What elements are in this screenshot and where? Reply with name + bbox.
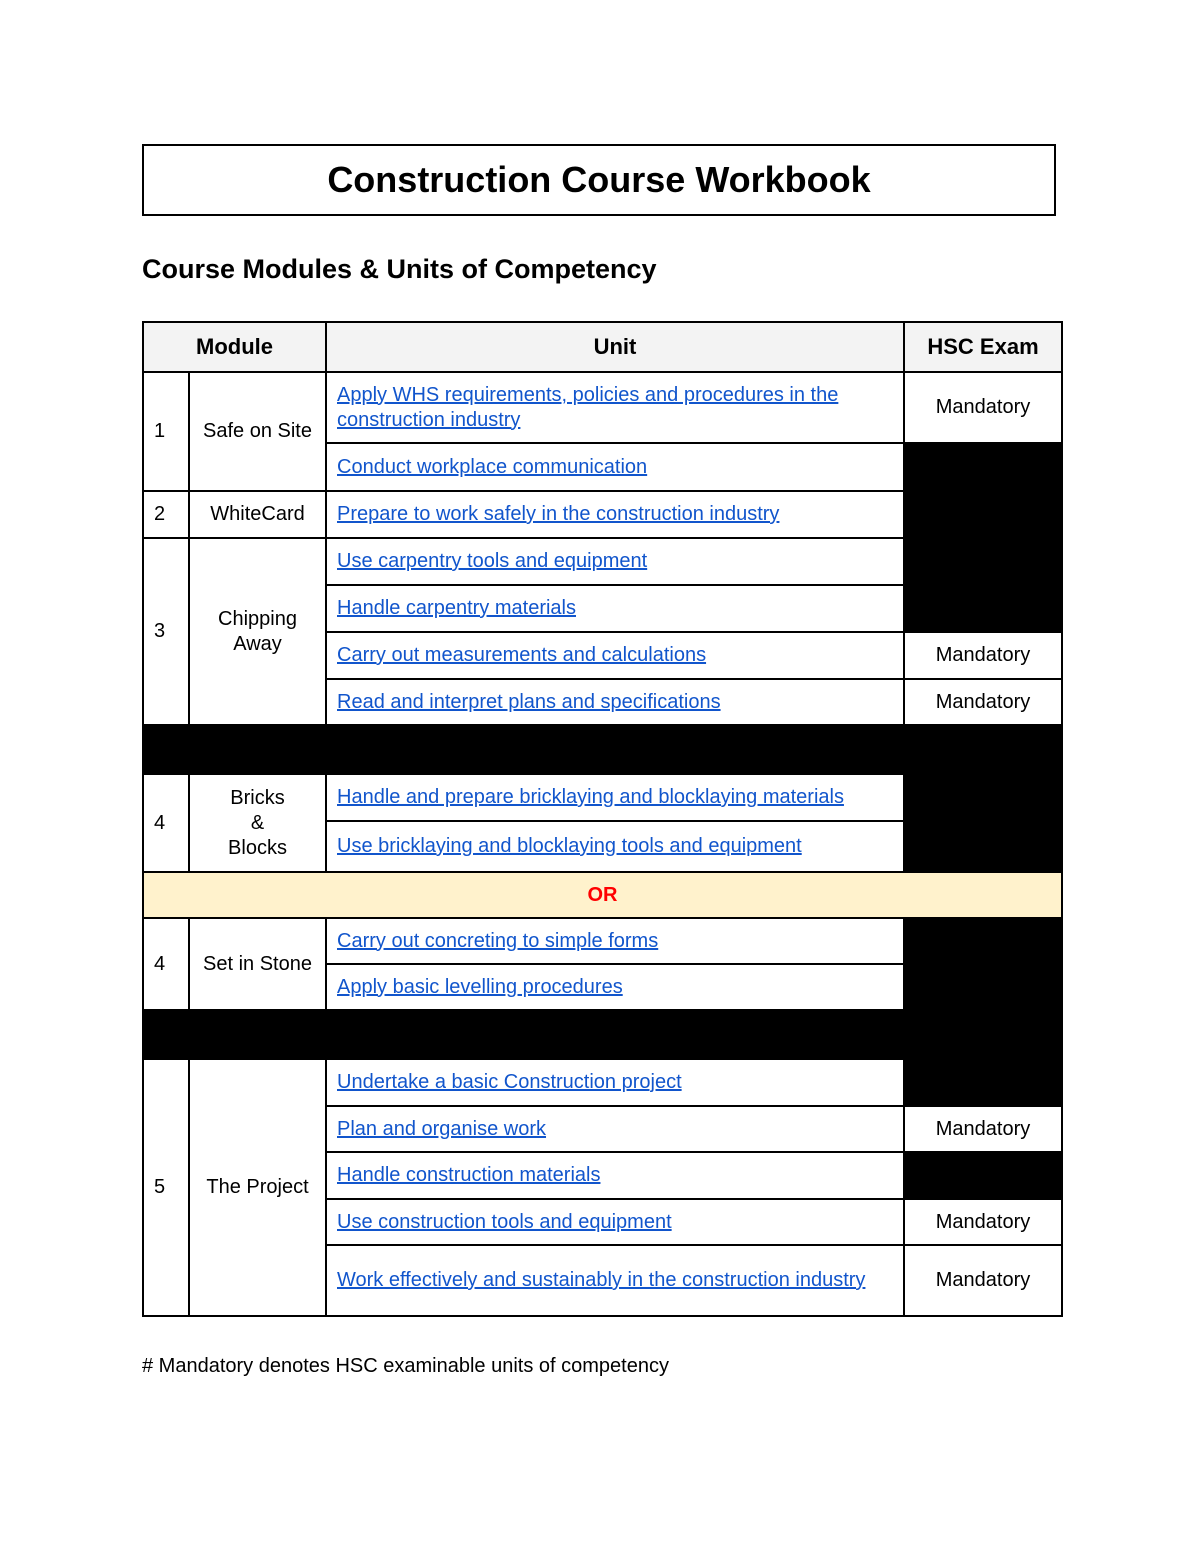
table-row <box>143 491 1062 538</box>
unit-cell <box>326 491 904 538</box>
unit-link[interactable]: Use construction tools and equipment <box>337 1210 672 1233</box>
units-table <box>142 321 1063 1317</box>
exam-status-blank <box>904 1152 1062 1199</box>
module-name: Safe on Site <box>189 372 326 491</box>
unit-cell <box>326 585 904 632</box>
unit-cell <box>326 1199 904 1245</box>
unit-link[interactable]: Handle carpentry materials <box>337 597 576 619</box>
or-row <box>143 872 1062 918</box>
unit-cell <box>326 632 904 679</box>
unit-cell <box>326 1245 904 1316</box>
exam-status-blank <box>904 491 1062 538</box>
header-unit: Unit <box>326 322 904 372</box>
module-number: 4 <box>143 774 189 872</box>
header-module: Module <box>143 322 326 372</box>
unit-cell <box>326 679 904 725</box>
module-number: 2 <box>143 491 189 538</box>
unit-link[interactable]: Undertake a basic Construction project <box>337 1071 682 1093</box>
exam-status: Mandatory <box>904 679 1062 725</box>
module-number: 3 <box>143 538 189 725</box>
unit-link[interactable]: Apply WHS requirements, policies and procedures in the construction industry <box>337 383 839 431</box>
unit-link[interactable]: Read and interpret plans and specifications <box>337 690 721 713</box>
unit-link[interactable]: Work effectively and sustainably in the construction industry <box>337 1269 866 1291</box>
separator-row <box>143 725 1062 774</box>
unit-link[interactable]: Handle construction materials <box>337 1164 601 1186</box>
unit-cell <box>326 443 904 491</box>
footnote: # Mandatory denotes HSC examinable units of competency <box>142 1355 669 1377</box>
unit-link[interactable]: Handle and prepare bricklaying and blocklaying materials <box>337 786 844 808</box>
table-row <box>143 538 1062 585</box>
unit-cell <box>326 964 904 1010</box>
exam-status: Mandatory <box>904 372 1062 443</box>
exam-status-blank <box>904 538 1062 585</box>
page-title: Construction Course Workbook <box>142 144 1056 216</box>
unit-link[interactable]: Carry out measurements and calculations <box>337 644 707 666</box>
separator-cell <box>143 1010 1062 1059</box>
unit-link[interactable]: Prepare to work safely in the construction industry <box>337 503 780 525</box>
table-header-row <box>143 322 1062 372</box>
exam-status-blank <box>904 443 1062 491</box>
unit-link[interactable]: Conduct workplace communication <box>337 455 648 478</box>
unit-link[interactable]: Use bricklaying and blocklaying tools and equipment <box>337 835 802 857</box>
exam-status-blank <box>904 918 1062 1010</box>
module-name: Set in Stone <box>189 918 326 1010</box>
module-name: Chipping Away <box>189 538 326 725</box>
section-heading: Course Modules & Units of Competency <box>142 254 657 284</box>
unit-cell <box>326 1106 904 1152</box>
table-row <box>143 918 1062 964</box>
unit-cell <box>326 918 904 964</box>
unit-cell <box>326 774 904 821</box>
exam-status: Mandatory <box>904 1106 1062 1152</box>
header-hsc-exam: HSC Exam <box>904 322 1062 372</box>
unit-cell <box>326 372 904 443</box>
separator-row <box>143 1010 1062 1059</box>
separator-cell <box>143 725 1062 774</box>
unit-link[interactable]: Use carpentry tools and equipment <box>337 550 648 572</box>
exam-status: Mandatory <box>904 632 1062 679</box>
module-name: Bricks & Blocks <box>189 774 326 872</box>
table-row <box>143 1059 1062 1106</box>
unit-link[interactable]: Apply basic levelling procedures <box>337 975 623 998</box>
module-number: 5 <box>143 1059 189 1316</box>
exam-status-blank <box>904 585 1062 632</box>
unit-cell <box>326 1152 904 1199</box>
unit-cell <box>326 1059 904 1106</box>
or-label: OR <box>143 872 1062 918</box>
exam-status-blank <box>904 774 1062 872</box>
exam-status-blank <box>904 1059 1062 1106</box>
exam-status: Mandatory <box>904 1199 1062 1245</box>
unit-link[interactable]: Plan and organise work <box>337 1117 547 1140</box>
module-name: The Project <box>189 1059 326 1316</box>
unit-cell <box>326 538 904 585</box>
unit-link[interactable]: Carry out concreting to simple forms <box>337 929 659 952</box>
module-name: WhiteCard <box>189 491 326 538</box>
table-row <box>143 372 1062 443</box>
module-number: 1 <box>143 372 189 491</box>
table-row <box>143 774 1062 821</box>
module-number: 4 <box>143 918 189 1010</box>
unit-cell <box>326 821 904 872</box>
exam-status: Mandatory <box>904 1245 1062 1316</box>
